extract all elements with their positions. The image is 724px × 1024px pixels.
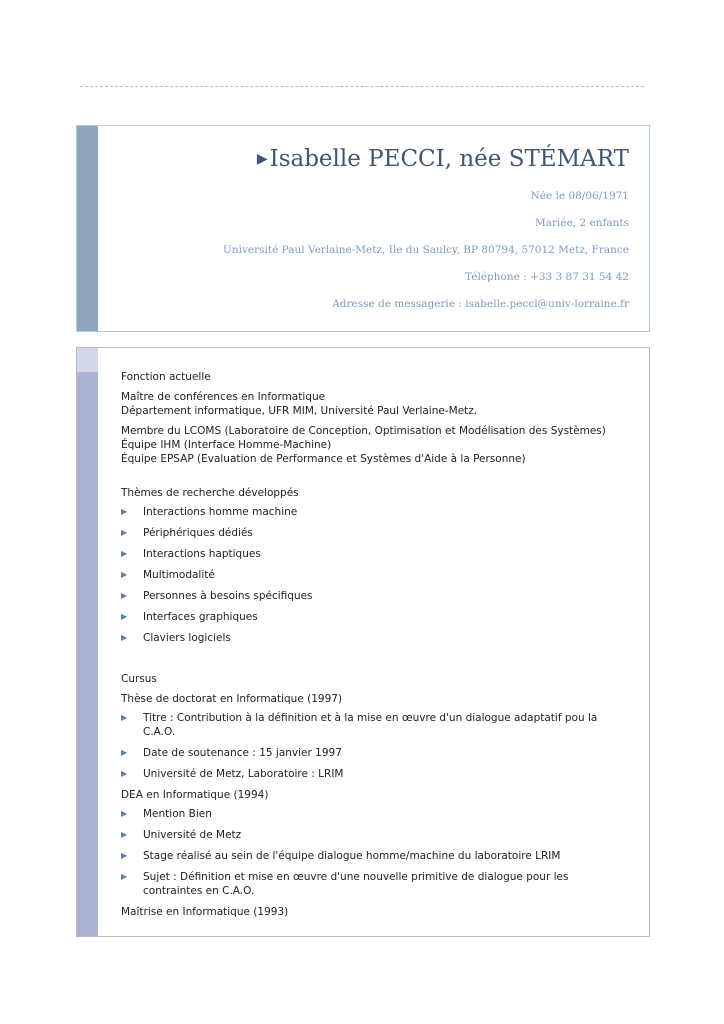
- person-name: Isabelle PECCI, née STÉMART: [269, 146, 629, 172]
- triangle-bullet-icon: ▶: [121, 809, 128, 818]
- section-heading-themes: Thèmes de recherche développés: [121, 487, 299, 499]
- triangle-bullet-icon: ▶: [121, 748, 128, 757]
- email-address: Adresse de messagerie : isabelle.pecci@univ-lorraine.fr: [332, 298, 629, 310]
- list-item: ▶ Mention Bien: [121, 808, 212, 820]
- triangle-bullet-icon: ▶: [121, 633, 128, 642]
- cv-body-card: [76, 347, 650, 937]
- triangle-bullet-icon: ▶: [121, 830, 128, 839]
- triangle-bullet-icon: ▶: [121, 507, 128, 516]
- header-card: [76, 125, 650, 332]
- triangle-bullet-icon: ▶: [256, 151, 268, 167]
- team-epsap: Équipe EPSAP (Evaluation de Performance et Systèmes d'Aide à la Personne): [121, 453, 526, 465]
- list-item: ▶ Date de soutenance : 15 janvier 1997: [121, 747, 342, 759]
- body-accent-tab: [77, 348, 98, 372]
- triangle-bullet-icon: ▶: [121, 851, 128, 860]
- list-item: ▶ Interactions homme machine: [121, 506, 298, 518]
- department: Département informatique, UFR MIM, Université Paul Verlaine-Metz.: [121, 405, 478, 417]
- triangle-bullet-icon: ▶: [121, 549, 128, 558]
- triangle-bullet-icon: ▶: [121, 713, 128, 722]
- birth-date: Née le 08/06/1971: [530, 190, 629, 202]
- team-ihm: Équipe IHM (Interface Homme-Machine): [121, 439, 332, 451]
- list-item: ▶ Interactions haptiques: [121, 548, 261, 560]
- section-heading-fonction: Fonction actuelle: [121, 371, 211, 383]
- list-item: ▶ Multimodalité: [121, 569, 215, 581]
- body-accent-bar: [77, 348, 98, 936]
- these-title: Thèse de doctorat en Informatique (1997): [121, 693, 343, 705]
- triangle-bullet-icon: ▶: [121, 528, 128, 537]
- list-item: ▶ Université de Metz: [121, 829, 242, 841]
- dea-title: DEA en Informatique (1994): [121, 789, 269, 801]
- list-item: ▶ Interfaces graphiques: [121, 611, 258, 623]
- list-item: ▶ Stage réalisé au sein de l'équipe dialogue homme/machine du laboratoire LRIM: [121, 850, 561, 862]
- triangle-bullet-icon: ▶: [121, 872, 128, 881]
- header-accent-bar: [77, 126, 98, 331]
- triangle-bullet-icon: ▶: [121, 591, 128, 600]
- triangle-bullet-icon: ▶: [121, 769, 128, 778]
- family-status: Mariée, 2 enfants: [534, 217, 629, 229]
- person-name-line: [257, 146, 629, 172]
- list-item: ▶ Personnes à besoins spécifiques: [121, 590, 313, 602]
- job-title: Maître de conférences en Informatique: [121, 391, 326, 403]
- phone-number: Téléphone : +33 3 87 31 54 42: [465, 271, 629, 283]
- list-item: ▶ Claviers logiciels: [121, 632, 231, 644]
- list-item: ▶ Périphériques dédiés: [121, 527, 253, 539]
- cv-content: [121, 370, 626, 919]
- postal-address: Université Paul Verlaine-Metz, Ile du Saulcy, BP 80794, 57012 Metz, France: [222, 244, 629, 256]
- list-item: ▶ Sujet : Définition et mise en œuvre d'une nouvelle primitive de dialogue pour les contraintes en C.A.O.: [121, 871, 569, 897]
- lab-membership: Membre du LCOMS (Laboratoire de Conception, Optimisation et Modélisation des Systèmes): [121, 425, 606, 437]
- list-item: ▶ Titre : Contribution à la définition et à la mise en œuvre d'un dialogue adaptatif pou la C.A.O.: [121, 712, 598, 738]
- triangle-bullet-icon: ▶: [121, 612, 128, 621]
- list-item: ▶ Université de Metz, Laboratoire : LRIM: [121, 768, 344, 780]
- maitrise-title: Maîtrise en Informatique (1993): [121, 906, 289, 918]
- section-heading-cursus: Cursus: [121, 673, 157, 685]
- top-dashed-rule: [80, 86, 644, 87]
- triangle-bullet-icon: ▶: [121, 570, 128, 579]
